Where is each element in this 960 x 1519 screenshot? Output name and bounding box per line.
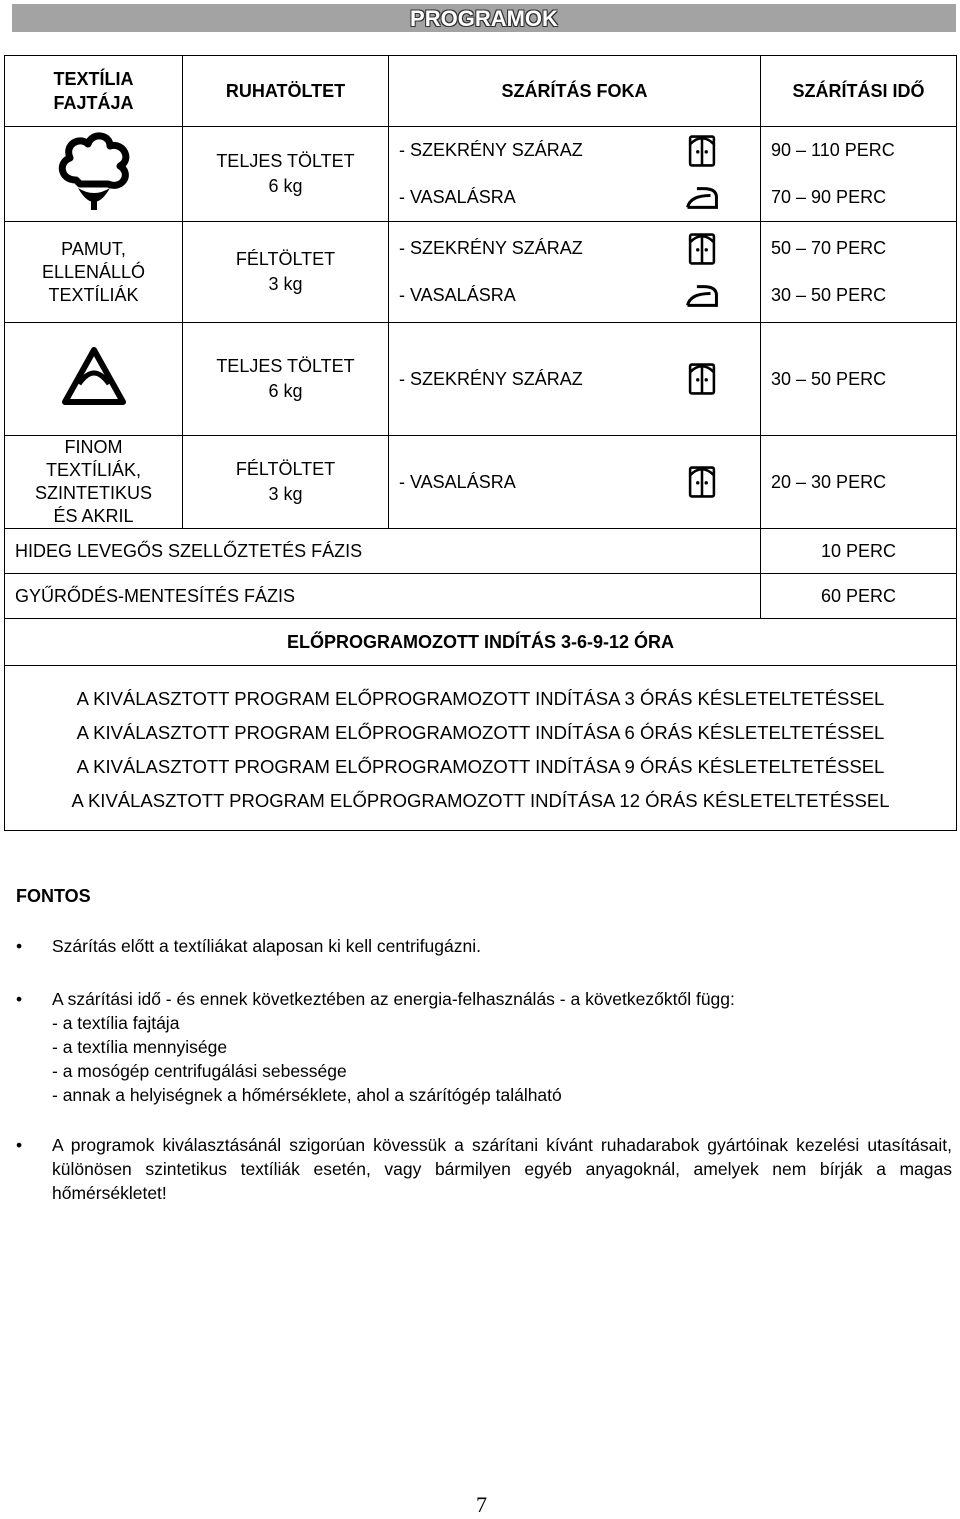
wardrobe-icon bbox=[685, 232, 719, 266]
cotton-full-times: 90 – 110 PERC 70 – 90 PERC bbox=[761, 127, 957, 222]
table-row bbox=[5, 127, 957, 222]
delay-option: A KIVÁLASZTOTT PROGRAM ELŐPROGRAMOZOTT INDÍTÁSA 9 ÓRÁS KÉSLETELTETÉSSEL bbox=[76, 756, 885, 777]
notes-heading: FONTOS bbox=[16, 886, 91, 906]
list-item: • Szárítás előtt a textíliákat alaposan ki kell centrifugázni. bbox=[16, 936, 481, 956]
delicate-full-time: 30 – 50 PERC bbox=[761, 323, 957, 436]
table-row bbox=[5, 323, 957, 436]
notes-list bbox=[16, 918, 952, 1205]
section-banner bbox=[12, 4, 956, 32]
delicate-icon-cell bbox=[5, 323, 183, 436]
cotton-flower-icon bbox=[54, 130, 134, 214]
delicate-half-level: - VASALÁSRA bbox=[389, 436, 761, 529]
cold-air-time: 10 PERC bbox=[761, 529, 957, 574]
cotton-full-load: TELJES TÖLTET 6 kg bbox=[183, 127, 389, 222]
cotton-icon-cell bbox=[5, 127, 183, 222]
wardrobe-icon bbox=[685, 134, 719, 168]
delay-option: A KIVÁLASZTOTT PROGRAM ELŐPROGRAMOZOTT INDÍTÁSA 6 ÓRÁS KÉSLETELTETÉSSEL bbox=[76, 722, 885, 743]
program-table bbox=[4, 55, 957, 831]
bullet-icon: • bbox=[16, 1135, 23, 1155]
cotton-full-levels: - SZEKRÉNY SZÁRAZ - VASALÁSRA bbox=[389, 127, 761, 222]
delicate-half-time: 20 – 30 PERC bbox=[761, 436, 957, 529]
page-number: 7 bbox=[476, 1492, 487, 1517]
delicate-full-level: - SZEKRÉNY SZÁRAZ bbox=[389, 323, 761, 436]
table-row bbox=[5, 574, 957, 619]
list-item: • A programok kiválasztásánál szigorúan kövessük a szárítani kívánt ruhadarabok gyártóinak kezelési utasításait, különösen szintetikus textíliák esetén, vagy bármilyen egyéb anyagoknál, amelyek nem bírják a magas hőmérsékletet! bbox=[16, 1135, 952, 1203]
header-textile-type: TEXTÍLIA FAJTÁJA bbox=[5, 56, 183, 127]
bullet-icon: • bbox=[16, 936, 23, 956]
delicate-half-load: FÉLTÖLTET 3 kg bbox=[183, 436, 389, 529]
table-header-row bbox=[5, 56, 957, 127]
table-row bbox=[5, 666, 957, 831]
bullet-icon: • bbox=[16, 989, 23, 1009]
table-row bbox=[5, 222, 957, 323]
delicate-label: FINOM TEXTÍLIÁK, SZINTETIKUS ÉS AKRIL bbox=[5, 436, 183, 529]
cotton-label: PAMUT, ELLENÁLLÓ TEXTÍLIÁK bbox=[5, 222, 183, 323]
iron-icon bbox=[685, 279, 719, 313]
cotton-half-times: 50 – 70 PERC 30 – 50 PERC bbox=[761, 222, 957, 323]
delicate-full-load: TELJES TÖLTET 6 kg bbox=[183, 323, 389, 436]
anti-crease-time: 60 PERC bbox=[761, 574, 957, 619]
wardrobe-icon bbox=[685, 362, 719, 396]
header-drying-level: SZÁRÍTÁS FOKA bbox=[389, 56, 761, 127]
synthetic-triangle-icon bbox=[59, 344, 129, 410]
delay-option: A KIVÁLASZTOTT PROGRAM ELŐPROGRAMOZOTT INDÍTÁSA 3 ÓRÁS KÉSLETELTETÉSSEL bbox=[76, 688, 885, 709]
header-drying-time: SZÁRÍTÁSI IDŐ bbox=[761, 56, 957, 127]
wardrobe-icon bbox=[685, 465, 719, 499]
delay-options bbox=[5, 666, 957, 831]
cotton-half-load: FÉLTÖLTET 3 kg bbox=[183, 222, 389, 323]
table-row bbox=[5, 436, 957, 529]
delay-option: A KIVÁLASZTOTT PROGRAM ELŐPROGRAMOZOTT INDÍTÁSA 12 ÓRÁS KÉSLETELTETÉSSEL bbox=[71, 790, 890, 811]
anti-crease-label: GYŰRŐDÉS-MENTESÍTÉS FÁZIS bbox=[5, 574, 761, 619]
page-title: PROGRAMOK bbox=[410, 6, 558, 31]
iron-icon bbox=[685, 181, 719, 215]
header-load: RUHATÖLTET bbox=[183, 56, 389, 127]
cold-air-label: HIDEG LEVEGŐS SZELLŐZTETÉS FÁZIS bbox=[5, 529, 761, 574]
list-item: • A szárítási idő - és ennek következtében az energia-felhasználás - a következőktől függ: - a textília fajtája - a textília mennyisége - a mosógép centrifugálási sebessége - annak a helyiségnek a hőmérséklete, ahol a szárítógép található bbox=[16, 989, 735, 1105]
table-row bbox=[5, 529, 957, 574]
table-row bbox=[5, 619, 957, 666]
delay-title: ELŐPROGRAMOZOTT INDÍTÁS 3-6-9-12 ÓRA bbox=[5, 619, 957, 666]
cotton-half-levels: - SZEKRÉNY SZÁRAZ - VASALÁSRA bbox=[389, 222, 761, 323]
